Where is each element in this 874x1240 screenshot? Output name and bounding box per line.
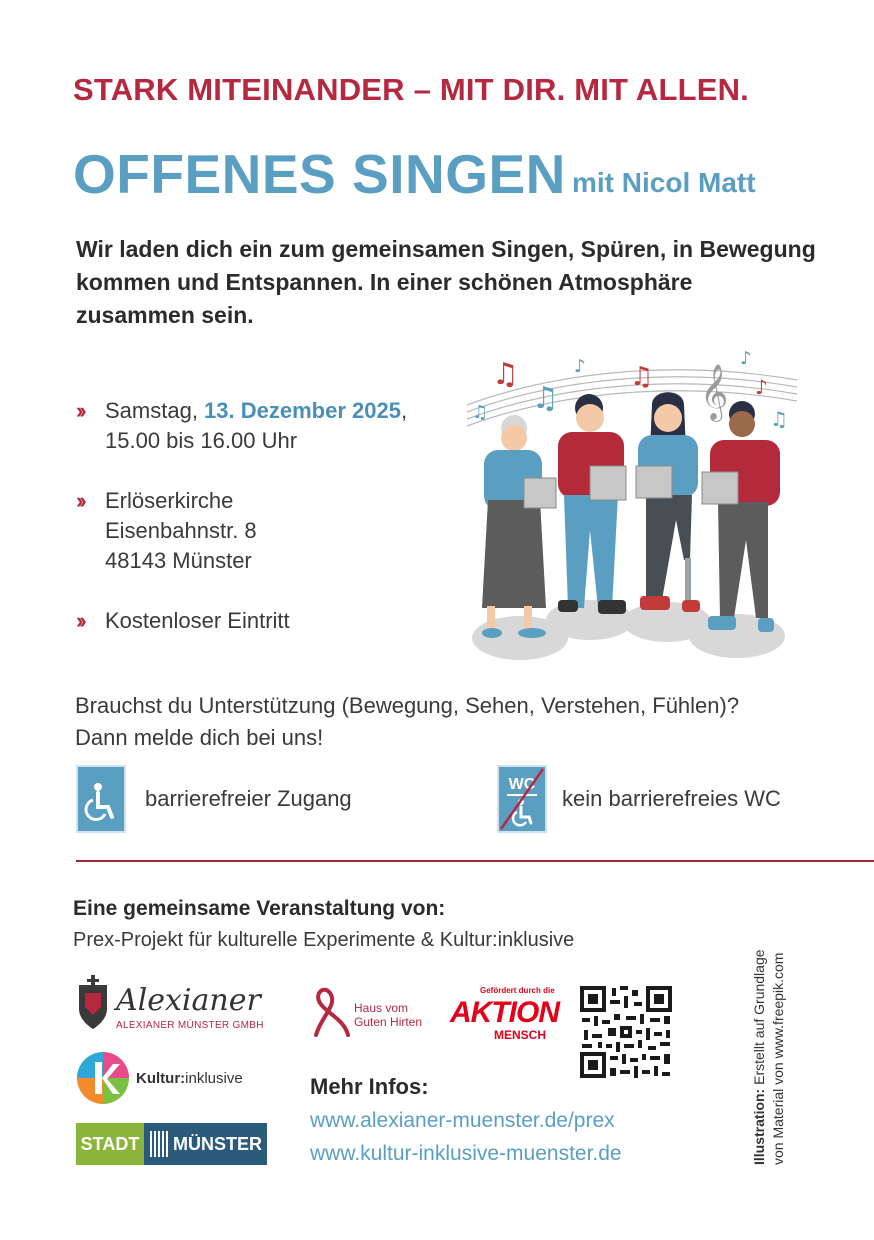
- organ-pipes-icon: [150, 1131, 168, 1157]
- event-time: 15.00 bis 16.00 Uhr: [105, 428, 298, 453]
- alexianer-logo: [76, 975, 266, 1035]
- event-admission-block: [76, 606, 290, 636]
- stadt-label: STADT: [76, 1123, 144, 1165]
- date-suffix: ,: [400, 398, 408, 423]
- svg-text:♫: ♫: [630, 362, 654, 392]
- aktion-top-text: Gefördert durch die: [480, 986, 555, 995]
- svg-text:♫: ♫: [472, 402, 489, 423]
- svg-text:♪: ♪: [740, 350, 752, 369]
- credit-text: Erstellt auf Grundlage: [751, 949, 767, 1089]
- link-alexianer-prex[interactable]: www.alexianer-muenster.de/prex: [310, 1109, 615, 1132]
- aktion-main-text: AKTION: [450, 996, 559, 1029]
- haus-guten-hirten-wordmark: Haus vom Guten Hirten: [354, 1001, 423, 1029]
- date-prefix: Samstag,: [105, 398, 205, 423]
- svg-text:𝄞: 𝄞: [700, 364, 729, 420]
- muenster-label-box: [144, 1123, 267, 1165]
- organizers-heading: Eine gemeinsame Veranstaltung von:: [73, 897, 446, 920]
- svg-text:♫: ♫: [492, 357, 519, 392]
- venue-city: 48143 Münster: [105, 548, 252, 573]
- no-accessible-wc-icon: [497, 765, 547, 833]
- page-subtitle: mit Nicol Matt: [572, 167, 756, 198]
- muenster-label: MÜNSTER: [173, 1133, 262, 1154]
- svg-text:♪: ♪: [755, 375, 768, 399]
- wc-label: kein barrierefreies WC: [562, 786, 781, 811]
- support-call: Dann melde dich bei uns!: [75, 725, 324, 750]
- wheelchair-icon: [76, 765, 126, 833]
- aktion-sub-text: MENSCH: [494, 1028, 547, 1042]
- credit-source: von Material von www.freepik.com: [770, 952, 786, 1165]
- ribbon-icon: [308, 985, 352, 1039]
- chevron-right-icon: ››: [76, 398, 83, 423]
- svg-text:♫: ♫: [532, 381, 559, 416]
- chevron-right-icon: ››: [76, 488, 83, 513]
- singer-figure: [702, 401, 780, 632]
- kultur-inklusive-wordmark: Kultur:inklusive: [136, 1070, 243, 1087]
- haus-guten-hirten-logo: [308, 985, 438, 1040]
- access-label: barrierefreier Zugang: [145, 786, 352, 811]
- kultur-inklusive-logo: [76, 1050, 266, 1108]
- aktion-mensch-logo: [450, 986, 559, 1042]
- alexianer-subtitle: ALEXIANER MÜNSTER GMBH: [116, 1020, 264, 1031]
- admission-text: Kostenloser Eintritt: [105, 608, 290, 633]
- svg-text:♫: ♫: [770, 407, 788, 431]
- more-info-heading: Mehr Infos:: [310, 1074, 429, 1099]
- singer-figure: [636, 392, 700, 612]
- motto-headline: STARK MITEINANDER – MIT DIR. MIT ALLEN.: [73, 72, 749, 107]
- event-venue-block: [76, 486, 257, 576]
- chevron-right-icon: ››: [76, 608, 83, 633]
- alexianer-name: Alexianer: [116, 983, 261, 1018]
- illustration-credit: [750, 895, 788, 1165]
- kultur-inklusive-icon: [76, 1050, 130, 1106]
- event-date-block: [76, 396, 407, 456]
- event-date: 13. Dezember 2025: [204, 398, 401, 423]
- venue-name: Erlöserkirche: [105, 488, 234, 513]
- support-question: Brauchst du Unterstützung (Bewegung, Sehen, Verstehen, Fühlen)?: [75, 693, 740, 718]
- intro-text: Wir laden dich ein zum gemeinsamen Singen, Spüren, in Bewegung kommen und Entspannen. In einer schönen Atmosphäre zusammen sein.: [76, 236, 816, 328]
- support-text: [75, 690, 835, 754]
- svg-text:♪: ♪: [574, 356, 586, 377]
- organizers-names: Prex-Projekt für kulturelle Experimente & Kultur:inklusive: [73, 929, 575, 951]
- singer-figure: [558, 394, 626, 614]
- divider: [76, 860, 874, 862]
- singers-illustration: [462, 350, 802, 665]
- page-title: OFFENES SINGEN: [73, 143, 566, 205]
- link-kultur-inklusive[interactable]: www.kultur-inklusive-muenster.de: [310, 1142, 622, 1165]
- qr-code[interactable]: [580, 986, 672, 1078]
- credit-label: Illustration:: [751, 1088, 767, 1165]
- coat-of-arms-icon: [76, 975, 110, 1031]
- singer-figure: [482, 415, 556, 638]
- venue-street: Eisenbahnstr. 8: [105, 518, 257, 543]
- stadt-muenster-logo: [76, 1123, 267, 1165]
- wc-icon-text: WC: [508, 776, 536, 793]
